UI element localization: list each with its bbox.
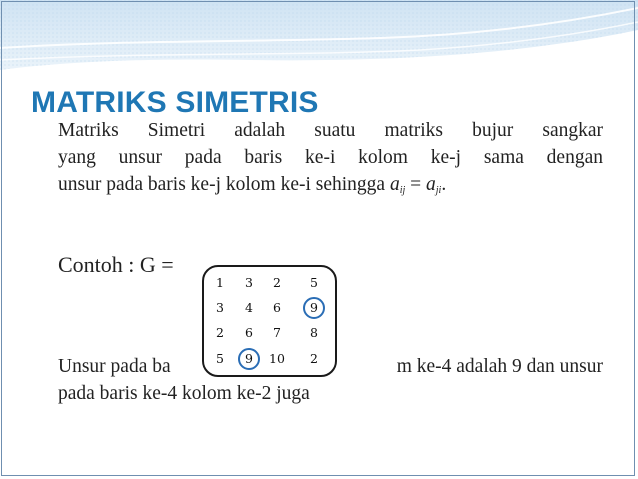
explanation-line-2: pada baris ke-4 kolom ke-2 juga — [58, 383, 310, 404]
matrix-cell: 5 — [216, 351, 224, 366]
example-label: Contoh : G = — [58, 252, 174, 277]
definition-line-3 — [58, 171, 603, 204]
formula-sub-ji: ji — [435, 185, 442, 196]
matrix-cell: 5 — [310, 275, 318, 290]
matrix-cell: 3 — [245, 275, 253, 290]
matrix-cell: 2 — [216, 325, 224, 340]
matrix-cell: 8 — [310, 325, 318, 340]
matrix-cell: 9 — [245, 351, 253, 366]
explanation-line-1-right: m ke-4 adalah 9 dan unsur — [396, 356, 603, 377]
formula-period: . — [441, 174, 447, 195]
matrix-cell: 3 — [216, 300, 224, 315]
matrix-cell: 9 — [310, 300, 318, 315]
matrix-cell: 10 — [269, 351, 285, 366]
matrix-cell: 6 — [273, 300, 281, 315]
matrix-cell: 2 — [310, 351, 318, 366]
formula-a-left: a — [389, 174, 400, 195]
definition-line-1: Matriks Simetri adalah suatu matriks bujur sangkar — [58, 120, 603, 141]
matrix-cell: 6 — [245, 325, 253, 340]
matrix-g — [202, 265, 337, 377]
definition-paragraph — [58, 117, 603, 204]
explanation-line-1-left: Unsur pada ba — [58, 356, 171, 377]
slide-title: MATRIKS SIMETRIS — [31, 86, 319, 119]
formula-sub-ij: ij — [399, 185, 406, 196]
formula-a-right: a — [426, 174, 436, 195]
definition-line-2: yang unsur pada baris ke-i kolom ke-j sama dengan — [58, 147, 603, 168]
matrix-cell: 2 — [273, 275, 281, 290]
formula-equals: = — [405, 174, 427, 195]
matrix-cell: 1 — [216, 275, 224, 290]
matrix-cell: 7 — [273, 325, 281, 340]
matrix-cell: 4 — [245, 300, 253, 315]
definition-line-3-text: unsur pada baris ke-j kolom ke-i sehingga — [58, 174, 390, 195]
